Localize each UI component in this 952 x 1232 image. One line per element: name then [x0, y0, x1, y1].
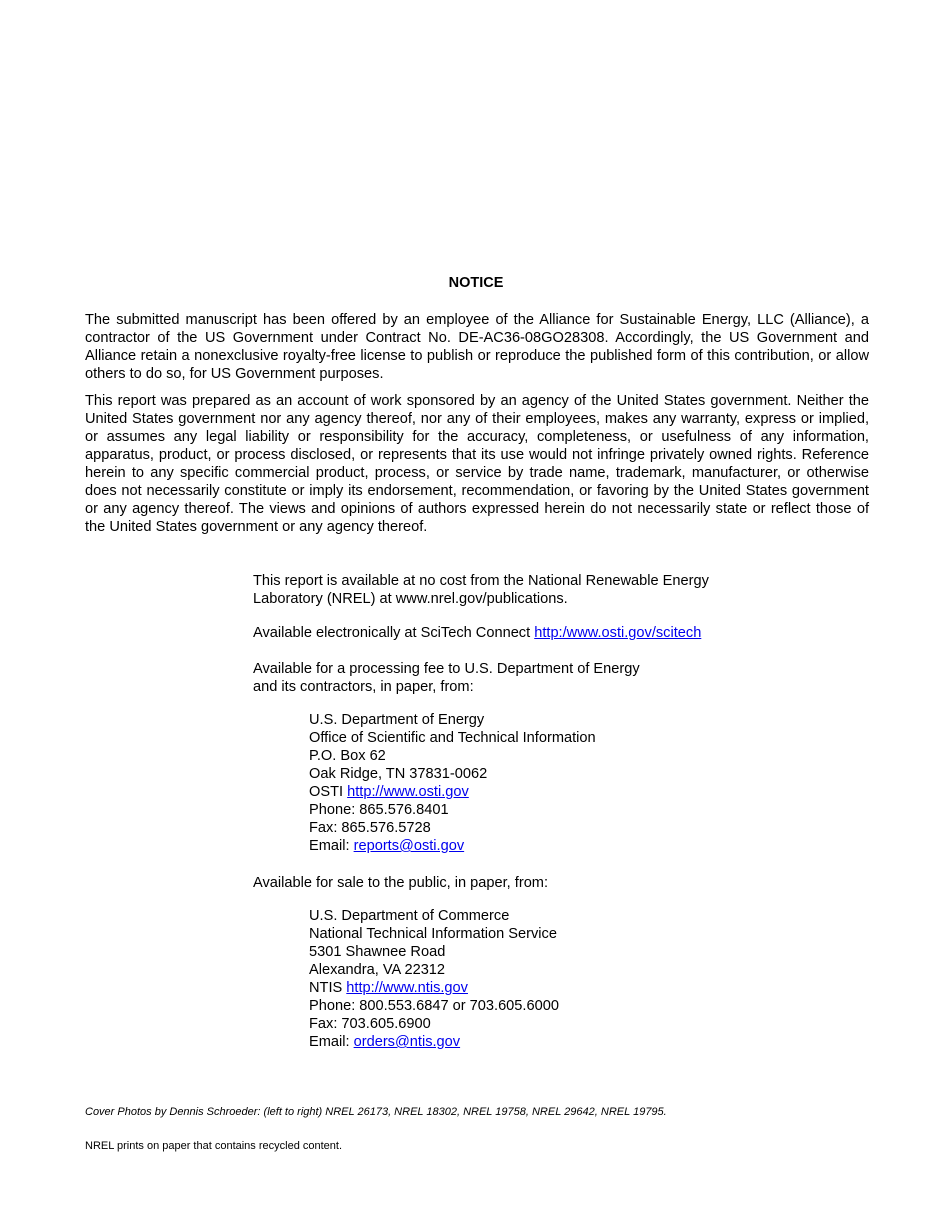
availability-nrel: [253, 572, 813, 608]
doe-org: U.S. Department of Energy: [309, 712, 485, 728]
availability-nrel-line2: Laboratory (NREL) at www.nrel.gov/publications.: [253, 591, 568, 607]
scitech-link[interactable]: http:/www.osti.gov/scitech: [534, 625, 702, 641]
notice-paragraph-license: The submitted manuscript has been offered by an employee of the Alliance for Sustainable Energy, LLC (Alliance), a contractor of the US Government under Contract No. DE-AC36-08GO28308. Accordingly, the US Government and Alliance retain a nonexclusive royalty-free license to publish or reproduce the published form of this contribution, or allow others to do so, for US Government purposes.: [85, 312, 869, 382]
cover-photo-credits: Cover Photos by Dennis Schroeder: (left to right) NREL 26173, NREL 18302, NREL 19758, NREL 29642, NREL 19795.: [85, 1106, 667, 1118]
ntis-email-label: Email:: [309, 1034, 354, 1050]
doe-email-label: Email:: [309, 838, 354, 854]
doe-web-label: OSTI: [309, 784, 348, 800]
doe-office: Office of Scientific and Technical Information: [309, 730, 596, 746]
availability-scitech: [253, 624, 813, 642]
availability-scitech-text: Available electronically at SciTech Connect: [253, 625, 535, 641]
availability-nrel-line1: This report is available at no cost from the National Renewable Energy: [253, 573, 709, 589]
availability-fee: [253, 660, 813, 696]
recycled-paper-note: NREL prints on paper that contains recycled content.: [85, 1140, 343, 1152]
notice-paragraph-disclaimer: This report was prepared as an account of work sponsored by an agency of the United States government. Neither the United States government nor any agency thereof, nor any of their employees, makes any warranty, express or implied, or assumes any legal liability or responsibility for the accuracy, completeness, or usefulness of any information, apparatus, product, or process disclosed, or represents that its use would not infringe privately owned rights. Reference herein to any specific commercial product, process, or service by trade name, trademark, manufacturer, or otherwise does not necessarily constitute or imply its endorsement, recommendation, or favoring by the United States government or any agency thereof. The views and opinions of authors expressed herein do not necessarily state or reflect those of the United States government or any agency thereof.: [85, 393, 869, 535]
ntis-office: National Technical Information Service: [309, 926, 557, 942]
doe-city: Oak Ridge, TN 37831-0062: [309, 766, 488, 782]
availability-fee-line1: Available for a processing fee to U.S. Department of Energy: [253, 661, 640, 677]
doe-box: P.O. Box 62: [309, 748, 386, 764]
doe-phone: Phone: 865.576.8401: [309, 802, 449, 818]
ntis-phone: Phone: 800.553.6847 or 703.605.6000: [309, 998, 559, 1014]
ntis-email-link[interactable]: orders@ntis.gov: [353, 1034, 461, 1050]
ntis-org: U.S. Department of Commerce: [309, 908, 510, 924]
ntis-link[interactable]: http://www.ntis.gov: [346, 980, 468, 996]
ntis-fax: Fax: 703.605.6900: [309, 1016, 431, 1032]
ntis-street: 5301 Shawnee Road: [309, 944, 446, 960]
ntis-web-label: NTIS: [309, 980, 347, 996]
availability-sale-line: Available for sale to the public, in paper, from:: [253, 875, 549, 891]
availability-sale: [253, 874, 813, 892]
osti-email-link[interactable]: reports@osti.gov: [353, 838, 465, 854]
ntis-city: Alexandra, VA 22312: [309, 962, 446, 978]
doe-address-block: [309, 711, 596, 855]
ntis-address-block: [309, 907, 559, 1051]
osti-link[interactable]: http://www.osti.gov: [347, 784, 469, 800]
availability-fee-line2: and its contractors, in paper, from:: [253, 679, 474, 695]
notice-title: NOTICE: [448, 275, 504, 291]
doe-fax: Fax: 865.576.5728: [309, 820, 431, 836]
